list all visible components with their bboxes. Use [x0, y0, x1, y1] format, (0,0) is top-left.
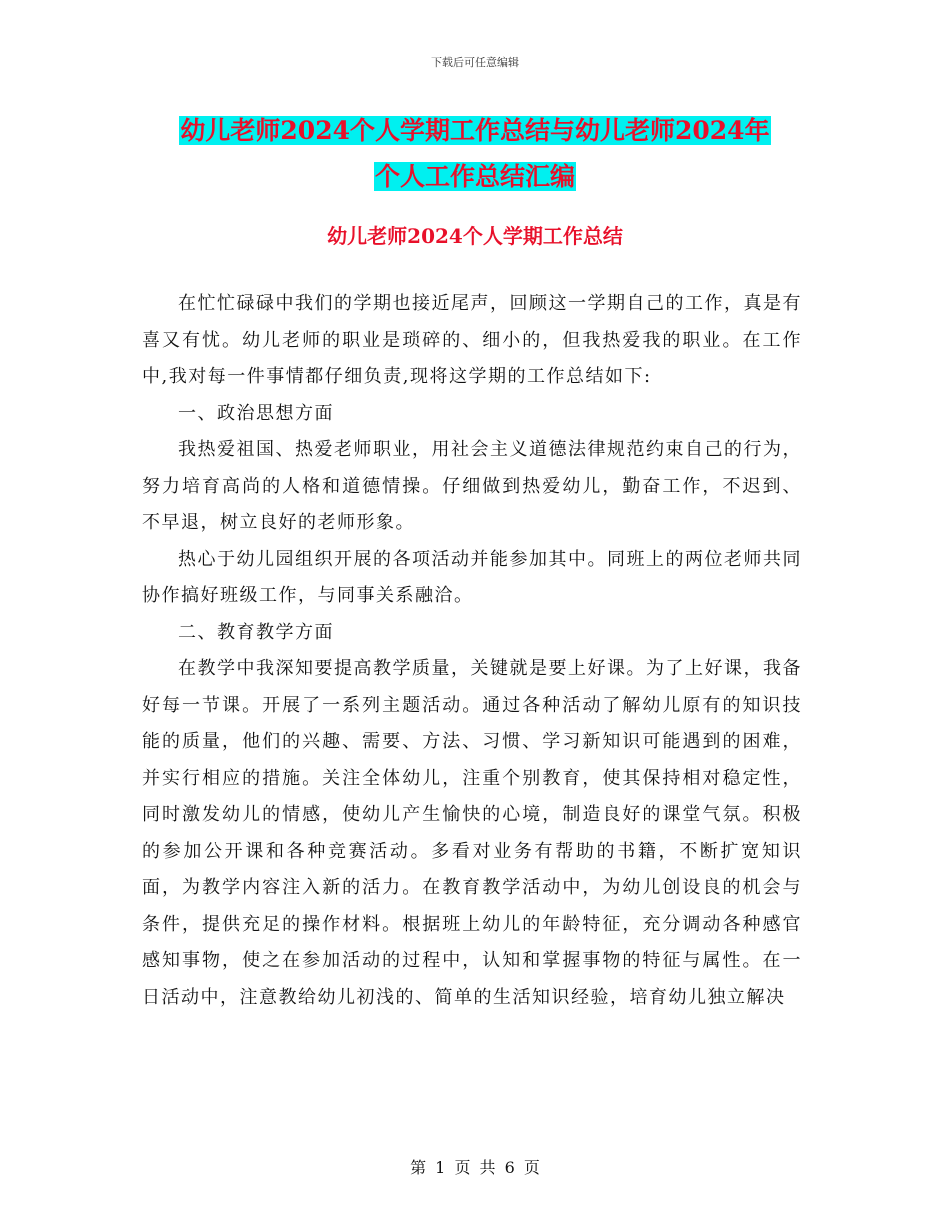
- heading-political: 一、政治思想方面: [178, 402, 334, 424]
- body-text: [142, 286, 802, 1016]
- paragraph-political-2: 热心于幼儿园组织开展的各项活动并能参加其中。同班上的两位老师共同协作搞好班级工作，与同事关系融洽。: [142, 548, 802, 606]
- document-title-line-1: 幼儿老师2024个人学期工作总结与幼儿老师2024年: [180, 116, 770, 145]
- header-note: 下载后可任意编辑: [431, 56, 519, 69]
- paragraph-political-1: 我热爱祖国、热爱老师职业，用社会主义道德法律规范约束自己的行为，努力培育高尚的人格和道德情操。仔细做到热爱幼儿，勤奋工作，不迟到、不早退，树立良好的老师形象。: [142, 439, 802, 533]
- document-title: [0, 108, 950, 200]
- page-footer: 第 1 页 共 6 页: [410, 1158, 540, 1177]
- heading-teaching: 二、教育教学方面: [178, 621, 334, 643]
- section-title: 幼儿老师2024个人学期工作总结: [327, 224, 623, 248]
- document-title-line-2: 个人工作总结汇编: [374, 162, 575, 191]
- paragraph-intro: 在忙忙碌碌中我们的学期也接近尾声，回顾这一学期自己的工作，真是有喜又有忧。幼儿老师的职业是琐碎的、细小的，但我热爱我的职业。在工作中,我对每一件事情都仔细负责,现将这学期的工作总结如下:: [142, 293, 802, 387]
- paragraph-teaching: 在教学中我深知要提高教学质量，关键就是要上好课。为了上好课，我备好每一节课。开展了一系列主题活动。通过各种活动了解幼儿原有的知识技能的质量，他们的兴趣、需要、方法、习惯、学习新知识可能遇到的困难，并实行相应的措施。关注全体幼儿，注重个别教育，使其保持相对稳定性，同时激发幼儿的情感，使幼儿产生愉快的心境，制造良好的课堂气氛。积极的参加公开课和各种竞赛活动。多看对业务有帮助的书籍，不断扩宽知识面，为教学内容注入新的活力。在教育教学活动中，为幼儿创设良的机会与条件，提供充足的操作材料。根据班上幼儿的年龄特征，充分调动各种感官感知事物，使之在参加活动的过程中，认知和掌握事物的特征与属性。在一日活动中，注意教给幼儿初浅的、简单的生活知识经验，培育幼儿独立解决: [142, 658, 802, 1008]
